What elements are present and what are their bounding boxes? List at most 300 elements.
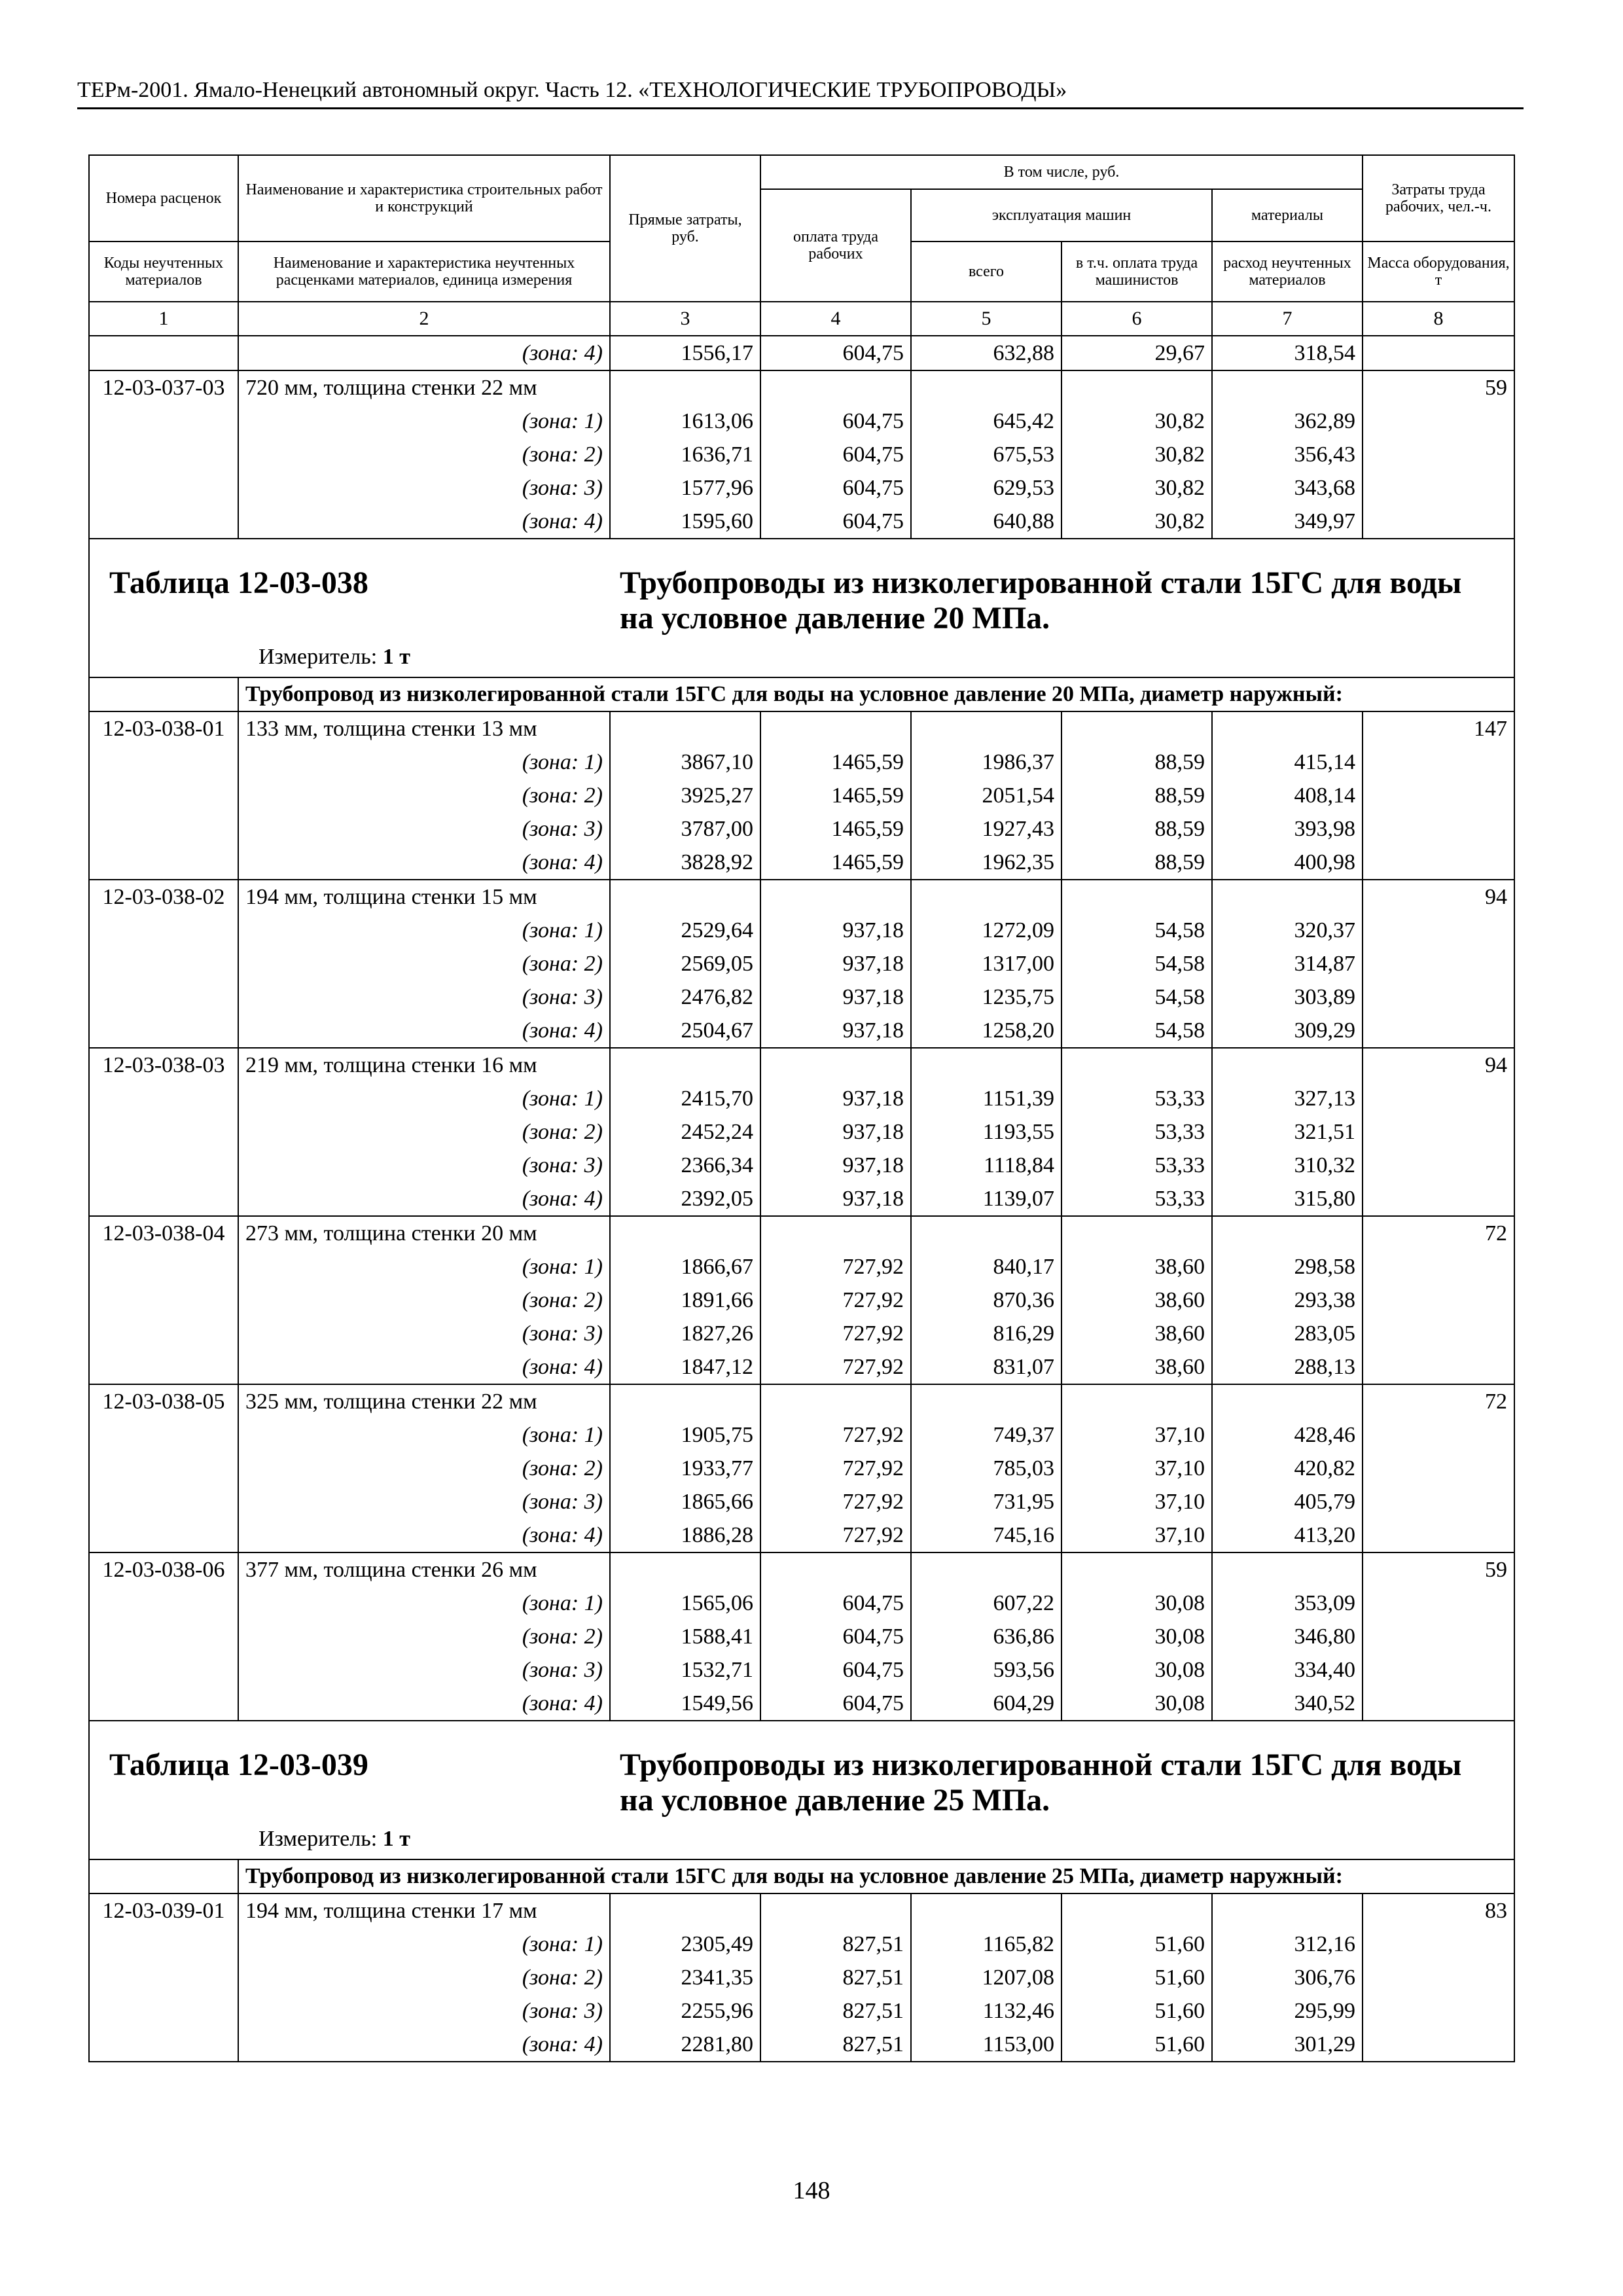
machinists-cost: 29,67: [1061, 336, 1212, 370]
materials-cost: 334,40: [1212, 1653, 1363, 1687]
empty-cell: [1061, 1552, 1212, 1587]
wages-cost: 604,75: [760, 1587, 911, 1620]
wages-cost: 727,92: [760, 1485, 911, 1518]
zone-label: (зона: 3): [238, 1653, 610, 1687]
zone-label: (зона: 4): [238, 1518, 610, 1552]
machines-cost: 1962,35: [911, 846, 1061, 880]
wages-cost: 937,18: [760, 1182, 911, 1216]
header-labor: Затраты труда рабочих, чел.-ч.: [1363, 155, 1514, 242]
table-name: Трубопроводы из низколегированной стали 15ГС для воды на условное давление 25 МПа.: [620, 1748, 1462, 1818]
labor-cell: [1363, 1350, 1514, 1384]
labor-cell: [1363, 1317, 1514, 1350]
zone-label: (зона: 4): [238, 336, 610, 370]
machines-cost: 1272,09: [911, 914, 1061, 947]
direct-cost: 1588,41: [610, 1620, 760, 1653]
labor-cell: [1363, 404, 1514, 438]
code-cell: [89, 1452, 238, 1485]
wages-cost: 604,75: [760, 505, 911, 539]
empty-cell: [1061, 880, 1212, 914]
direct-cost: 1636,71: [610, 438, 760, 471]
labor-cell: [1363, 947, 1514, 980]
labor-cell: [1363, 846, 1514, 880]
wages-cost: 604,75: [760, 438, 911, 471]
machinists-cost: 30,82: [1061, 438, 1212, 471]
empty-cell: [760, 370, 911, 404]
wages-cost: 937,18: [760, 980, 911, 1014]
materials-cost: 393,98: [1212, 812, 1363, 846]
wages-cost: 937,18: [760, 1014, 911, 1048]
machinists-cost: 37,10: [1061, 1452, 1212, 1485]
code-cell: [89, 1317, 238, 1350]
empty-cell: [610, 880, 760, 914]
empty-cell: [1212, 1552, 1363, 1587]
rate-name: 133 мм, толщина стенки 13 мм: [238, 711, 610, 745]
code-cell: [89, 1587, 238, 1620]
zone-label: (зона: 1): [238, 1928, 610, 1961]
wages-cost: 1465,59: [760, 812, 911, 846]
labor-cost: 94: [1363, 880, 1514, 914]
empty-cell: [760, 1216, 911, 1250]
labor-cell: [1363, 779, 1514, 812]
code-cell: [89, 438, 238, 471]
zone-row: [89, 471, 1514, 505]
wages-cost: 727,92: [760, 1250, 911, 1283]
materials-cost: 301,29: [1212, 2028, 1363, 2062]
wages-cost: 604,75: [760, 404, 911, 438]
wages-cost: 727,92: [760, 1317, 911, 1350]
machinists-cost: 30,82: [1061, 471, 1212, 505]
code-cell: [89, 505, 238, 539]
code-cell: [89, 745, 238, 779]
materials-cost: 303,89: [1212, 980, 1363, 1014]
direct-cost: 1532,71: [610, 1653, 760, 1687]
machines-cost: 870,36: [911, 1283, 1061, 1317]
empty-cell: [760, 1048, 911, 1082]
labor-cell: [1363, 1518, 1514, 1552]
rate-code: 12-03-038-04: [89, 1216, 238, 1250]
direct-cost: 2366,34: [610, 1149, 760, 1182]
empty-cell: [1212, 1384, 1363, 1418]
machines-cost: 1165,82: [911, 1928, 1061, 1961]
empty-cell: [610, 1893, 760, 1928]
labor-cell: [1363, 1452, 1514, 1485]
rate-name: 325 мм, толщина стенки 22 мм: [238, 1384, 610, 1418]
code-cell: [89, 404, 238, 438]
zone-label: (зона: 2): [238, 1283, 610, 1317]
direct-cost: 1556,17: [610, 336, 760, 370]
direct-cost: 3925,27: [610, 779, 760, 812]
zone-label: (зона: 1): [238, 1250, 610, 1283]
machinists-cost: 30,08: [1061, 1687, 1212, 1721]
page-number: 148: [793, 2177, 830, 2204]
section-row: [89, 677, 1514, 711]
zone-label: (зона: 2): [238, 1452, 610, 1485]
machinists-cost: 54,58: [1061, 914, 1212, 947]
zone-row: [89, 1620, 1514, 1653]
direct-cost: 1866,67: [610, 1250, 760, 1283]
labor-cell: [1363, 1182, 1514, 1216]
empty-cell: [610, 1552, 760, 1587]
machines-cost: 831,07: [911, 1350, 1061, 1384]
code-cell: [89, 846, 238, 880]
materials-cost: 356,43: [1212, 438, 1363, 471]
code-cell: [89, 1418, 238, 1452]
materials-cost: 415,14: [1212, 745, 1363, 779]
direct-cost: 1613,06: [610, 404, 760, 438]
machines-cost: 2051,54: [911, 779, 1061, 812]
code-cell: [89, 980, 238, 1014]
unit-label: Измеритель:: [259, 645, 378, 669]
zone-row: [89, 1587, 1514, 1620]
labor-cost: 94: [1363, 1048, 1514, 1082]
machines-cost: 1118,84: [911, 1149, 1061, 1182]
zone-row: [89, 505, 1514, 539]
machines-cost: 749,37: [911, 1418, 1061, 1452]
code-cell: [89, 1250, 238, 1283]
col-number: 7: [1212, 302, 1363, 336]
wages-cost: 937,18: [760, 914, 911, 947]
zone-label: (зона: 4): [238, 2028, 610, 2062]
machines-cost: 731,95: [911, 1485, 1061, 1518]
rate-name: 273 мм, толщина стенки 20 мм: [238, 1216, 610, 1250]
zone-label: (зона: 3): [238, 1317, 610, 1350]
rate-row: [89, 1384, 1514, 1418]
header-codes-bottom: Коды неучтенных материалов: [89, 242, 238, 302]
materials-cost: 413,20: [1212, 1518, 1363, 1552]
rate-row: [89, 1552, 1514, 1587]
machinists-cost: 88,59: [1061, 846, 1212, 880]
zone-row: [89, 1149, 1514, 1182]
rate-row: [89, 711, 1514, 745]
wages-cost: 727,92: [760, 1418, 911, 1452]
direct-cost: 1827,26: [610, 1317, 760, 1350]
code-cell: [89, 2028, 238, 2062]
machines-cost: 640,88: [911, 505, 1061, 539]
direct-cost: 1933,77: [610, 1452, 760, 1485]
code-cell: [89, 1283, 238, 1317]
rate-name: 194 мм, толщина стенки 17 мм: [238, 1893, 610, 1928]
code-cell: [89, 947, 238, 980]
code-cell: [89, 812, 238, 846]
direct-cost: 2255,96: [610, 1994, 760, 2028]
unit-value: 1 т: [382, 1827, 410, 1851]
labor-cell: [1363, 1115, 1514, 1149]
zone-label: (зона: 4): [238, 846, 610, 880]
machinists-cost: 53,33: [1061, 1115, 1212, 1149]
empty-cell: [760, 880, 911, 914]
code-cell: [89, 779, 238, 812]
section-empty: [89, 677, 238, 711]
direct-cost: 2415,70: [610, 1082, 760, 1115]
machinists-cost: 30,08: [1061, 1587, 1212, 1620]
zone-row: [89, 1182, 1514, 1216]
labor-cell: [1363, 1082, 1514, 1115]
table-title: [89, 1721, 1514, 1859]
labor-cell: [1363, 1014, 1514, 1048]
direct-cost: 3828,92: [610, 846, 760, 880]
section-title: Трубопровод из низколегированной стали 15ГС для воды на условное давление 20 МПа, диаметр наружный:: [238, 677, 1514, 711]
empty-cell: [1061, 1048, 1212, 1082]
header-mass: Масса оборудования, т: [1363, 242, 1514, 302]
header-machines: эксплуатация машин: [911, 189, 1212, 242]
code-cell: [89, 1518, 238, 1552]
header-wages: оплата труда рабочих: [760, 189, 911, 302]
col-number: 4: [760, 302, 911, 336]
machines-cost: 840,17: [911, 1250, 1061, 1283]
materials-cost: 310,32: [1212, 1149, 1363, 1182]
direct-cost: 2452,24: [610, 1115, 760, 1149]
zone-label: (зона: 3): [238, 1149, 610, 1182]
materials-cost: 346,80: [1212, 1620, 1363, 1653]
labor-cell: [1363, 1994, 1514, 2028]
labor-cell: [1363, 1687, 1514, 1721]
machinists-cost: 30,82: [1061, 505, 1212, 539]
labor-cost: 72: [1363, 1216, 1514, 1250]
machines-cost: 1151,39: [911, 1082, 1061, 1115]
zone-row: [89, 1961, 1514, 1994]
zone-label: (зона: 2): [238, 1620, 610, 1653]
col-number: 6: [1061, 302, 1212, 336]
zone-label: (зона: 2): [238, 438, 610, 471]
machinists-cost: 53,33: [1061, 1149, 1212, 1182]
code-cell: [89, 1687, 238, 1721]
direct-cost: 1565,06: [610, 1587, 760, 1620]
direct-cost: 2569,05: [610, 947, 760, 980]
machines-cost: 1132,46: [911, 1994, 1061, 2028]
col-number: 5: [911, 302, 1061, 336]
zone-label: (зона: 3): [238, 812, 610, 846]
table-body: [89, 155, 1514, 2062]
zone-label: (зона: 4): [238, 1182, 610, 1216]
wages-cost: 1465,59: [760, 745, 911, 779]
wages-cost: 937,18: [760, 1149, 911, 1182]
code-cell: [89, 1928, 238, 1961]
labor-cell: [1363, 1961, 1514, 1994]
direct-cost: 3867,10: [610, 745, 760, 779]
zone-row: [89, 1115, 1514, 1149]
machinists-cost: 37,10: [1061, 1485, 1212, 1518]
header-materials: материалы: [1212, 189, 1363, 242]
labor-cell: [1363, 438, 1514, 471]
empty-cell: [1061, 1384, 1212, 1418]
labor-cell: [1363, 336, 1514, 370]
machinists-cost: 30,08: [1061, 1620, 1212, 1653]
wages-cost: 604,75: [760, 336, 911, 370]
machinists-cost: 51,60: [1061, 1961, 1212, 1994]
machines-cost: 1193,55: [911, 1115, 1061, 1149]
wages-cost: 937,18: [760, 1115, 911, 1149]
machines-cost: 593,56: [911, 1653, 1061, 1687]
empty-cell: [911, 1552, 1061, 1587]
direct-cost: 2305,49: [610, 1928, 760, 1961]
section-title: Трубопровод из низколегированной стали 15ГС для воды на условное давление 25 МПа, диаметр наружный:: [238, 1859, 1514, 1893]
code-cell: [89, 1014, 238, 1048]
zone-label: (зона: 1): [238, 1418, 610, 1452]
code-cell: [89, 914, 238, 947]
direct-cost: 2392,05: [610, 1182, 760, 1216]
machinists-cost: 38,60: [1061, 1283, 1212, 1317]
machines-cost: 607,22: [911, 1587, 1061, 1620]
empty-cell: [911, 880, 1061, 914]
machines-cost: 1317,00: [911, 947, 1061, 980]
empty-cell: [911, 1384, 1061, 1418]
zone-row: [89, 1687, 1514, 1721]
machines-cost: 645,42: [911, 404, 1061, 438]
machinists-cost: 54,58: [1061, 947, 1212, 980]
zone-row: [89, 2028, 1514, 2062]
unit-label: Измеритель:: [259, 1827, 378, 1851]
zone-row: [89, 1485, 1514, 1518]
materials-cost: 309,29: [1212, 1014, 1363, 1048]
zone-row: [89, 438, 1514, 471]
empty-cell: [911, 1048, 1061, 1082]
wages-cost: 827,51: [760, 1928, 911, 1961]
rate-row: [89, 1893, 1514, 1928]
machinists-cost: 53,33: [1061, 1082, 1212, 1115]
materials-cost: 349,97: [1212, 505, 1363, 539]
code-cell: [89, 1350, 238, 1384]
col-number: 8: [1363, 302, 1514, 336]
zone-row: [89, 1452, 1514, 1485]
zone-row: [89, 779, 1514, 812]
col-number: 1: [89, 302, 238, 336]
labor-cell: [1363, 2028, 1514, 2062]
zone-label: (зона: 3): [238, 1994, 610, 2028]
machinists-cost: 51,60: [1061, 1928, 1212, 1961]
labor-cell: [1363, 505, 1514, 539]
wages-cost: 937,18: [760, 947, 911, 980]
labor-cell: [1363, 1587, 1514, 1620]
direct-cost: 1905,75: [610, 1418, 760, 1452]
materials-cost: 343,68: [1212, 471, 1363, 505]
rate-code: 12-03-038-03: [89, 1048, 238, 1082]
empty-cell: [911, 370, 1061, 404]
wages-cost: 727,92: [760, 1350, 911, 1384]
empty-cell: [1212, 1216, 1363, 1250]
machines-cost: 1139,07: [911, 1182, 1061, 1216]
zone-row: [89, 1518, 1514, 1552]
empty-cell: [610, 1048, 760, 1082]
zone-row: [89, 336, 1514, 370]
wages-cost: 1465,59: [760, 779, 911, 812]
zone-label: (зона: 1): [238, 745, 610, 779]
section-empty: [89, 1859, 238, 1893]
machines-cost: 636,86: [911, 1620, 1061, 1653]
machinists-cost: 53,33: [1061, 1182, 1212, 1216]
empty-cell: [1212, 880, 1363, 914]
section-row: [89, 1859, 1514, 1893]
zone-label: (зона: 1): [238, 1082, 610, 1115]
labor-cell: [1363, 745, 1514, 779]
rate-code: 12-03-038-01: [89, 711, 238, 745]
direct-cost: 1886,28: [610, 1518, 760, 1552]
machinists-cost: 54,58: [1061, 1014, 1212, 1048]
direct-cost: 1865,66: [610, 1485, 760, 1518]
rate-code: 12-03-037-03: [89, 370, 238, 404]
header-including: В том числе, руб.: [760, 155, 1363, 189]
empty-cell: [1212, 1893, 1363, 1928]
zone-row: [89, 1283, 1514, 1317]
machines-cost: 785,03: [911, 1452, 1061, 1485]
empty-cell: [1212, 1048, 1363, 1082]
zone-row: [89, 1418, 1514, 1452]
unit-line: [259, 641, 1494, 673]
rate-row: [89, 1216, 1514, 1250]
machines-cost: 1986,37: [911, 745, 1061, 779]
empty-cell: [911, 1216, 1061, 1250]
machines-cost: 629,53: [911, 471, 1061, 505]
code-cell: [89, 471, 238, 505]
zone-label: (зона: 2): [238, 1115, 610, 1149]
unit-line: [259, 1823, 1494, 1855]
code-cell: [89, 336, 238, 370]
wages-cost: 1465,59: [760, 846, 911, 880]
zone-row: [89, 745, 1514, 779]
zone-row: [89, 1317, 1514, 1350]
direct-cost: 1595,60: [610, 505, 760, 539]
zone-label: (зона: 4): [238, 1350, 610, 1384]
empty-cell: [760, 1893, 911, 1928]
header-direct: Прямые затраты, руб.: [610, 155, 760, 302]
rates-table: [88, 154, 1515, 2062]
materials-cost: 315,80: [1212, 1182, 1363, 1216]
machinists-cost: 38,60: [1061, 1350, 1212, 1384]
labor-cell: [1363, 812, 1514, 846]
labor-cost: 59: [1363, 370, 1514, 404]
empty-cell: [1061, 1893, 1212, 1928]
labor-cell: [1363, 1283, 1514, 1317]
empty-cell: [610, 1384, 760, 1418]
zone-row: [89, 1250, 1514, 1283]
machinists-cost: 54,58: [1061, 980, 1212, 1014]
zone-row: [89, 1014, 1514, 1048]
machinists-cost: 38,60: [1061, 1250, 1212, 1283]
machinists-cost: 38,60: [1061, 1317, 1212, 1350]
code-cell: [89, 1115, 238, 1149]
machinists-cost: 51,60: [1061, 2028, 1212, 2062]
labor-cell: [1363, 914, 1514, 947]
zone-row: [89, 1994, 1514, 2028]
rate-name: 377 мм, толщина стенки 26 мм: [238, 1552, 610, 1587]
header-name-bottom: Наименование и характеристика неучтенных расценками материалов, единица измерения: [238, 242, 610, 302]
machines-cost: 816,29: [911, 1317, 1061, 1350]
rate-row: [89, 880, 1514, 914]
empty-cell: [610, 1216, 760, 1250]
zone-row: [89, 914, 1514, 947]
zone-row: [89, 812, 1514, 846]
wages-cost: 604,75: [760, 1620, 911, 1653]
zone-label: (зона: 2): [238, 779, 610, 812]
direct-cost: 1549,56: [610, 1687, 760, 1721]
machinists-cost: 37,10: [1061, 1418, 1212, 1452]
machinists-cost: 37,10: [1061, 1518, 1212, 1552]
empty-cell: [911, 1893, 1061, 1928]
labor-cell: [1363, 1418, 1514, 1452]
labor-cost: 59: [1363, 1552, 1514, 1587]
header-unaccounted: расход неучтенных материалов: [1212, 242, 1363, 302]
machinists-cost: 88,59: [1061, 812, 1212, 846]
direct-cost: 2281,80: [610, 2028, 760, 2062]
zone-row: [89, 846, 1514, 880]
zone-label: (зона: 1): [238, 1587, 610, 1620]
zone-label: (зона: 2): [238, 1961, 610, 1994]
col-number: 2: [238, 302, 610, 336]
zone-row: [89, 1350, 1514, 1384]
direct-cost: 3787,00: [610, 812, 760, 846]
zone-label: (зона: 1): [238, 914, 610, 947]
zone-label: (зона: 4): [238, 1014, 610, 1048]
materials-cost: 353,09: [1212, 1587, 1363, 1620]
